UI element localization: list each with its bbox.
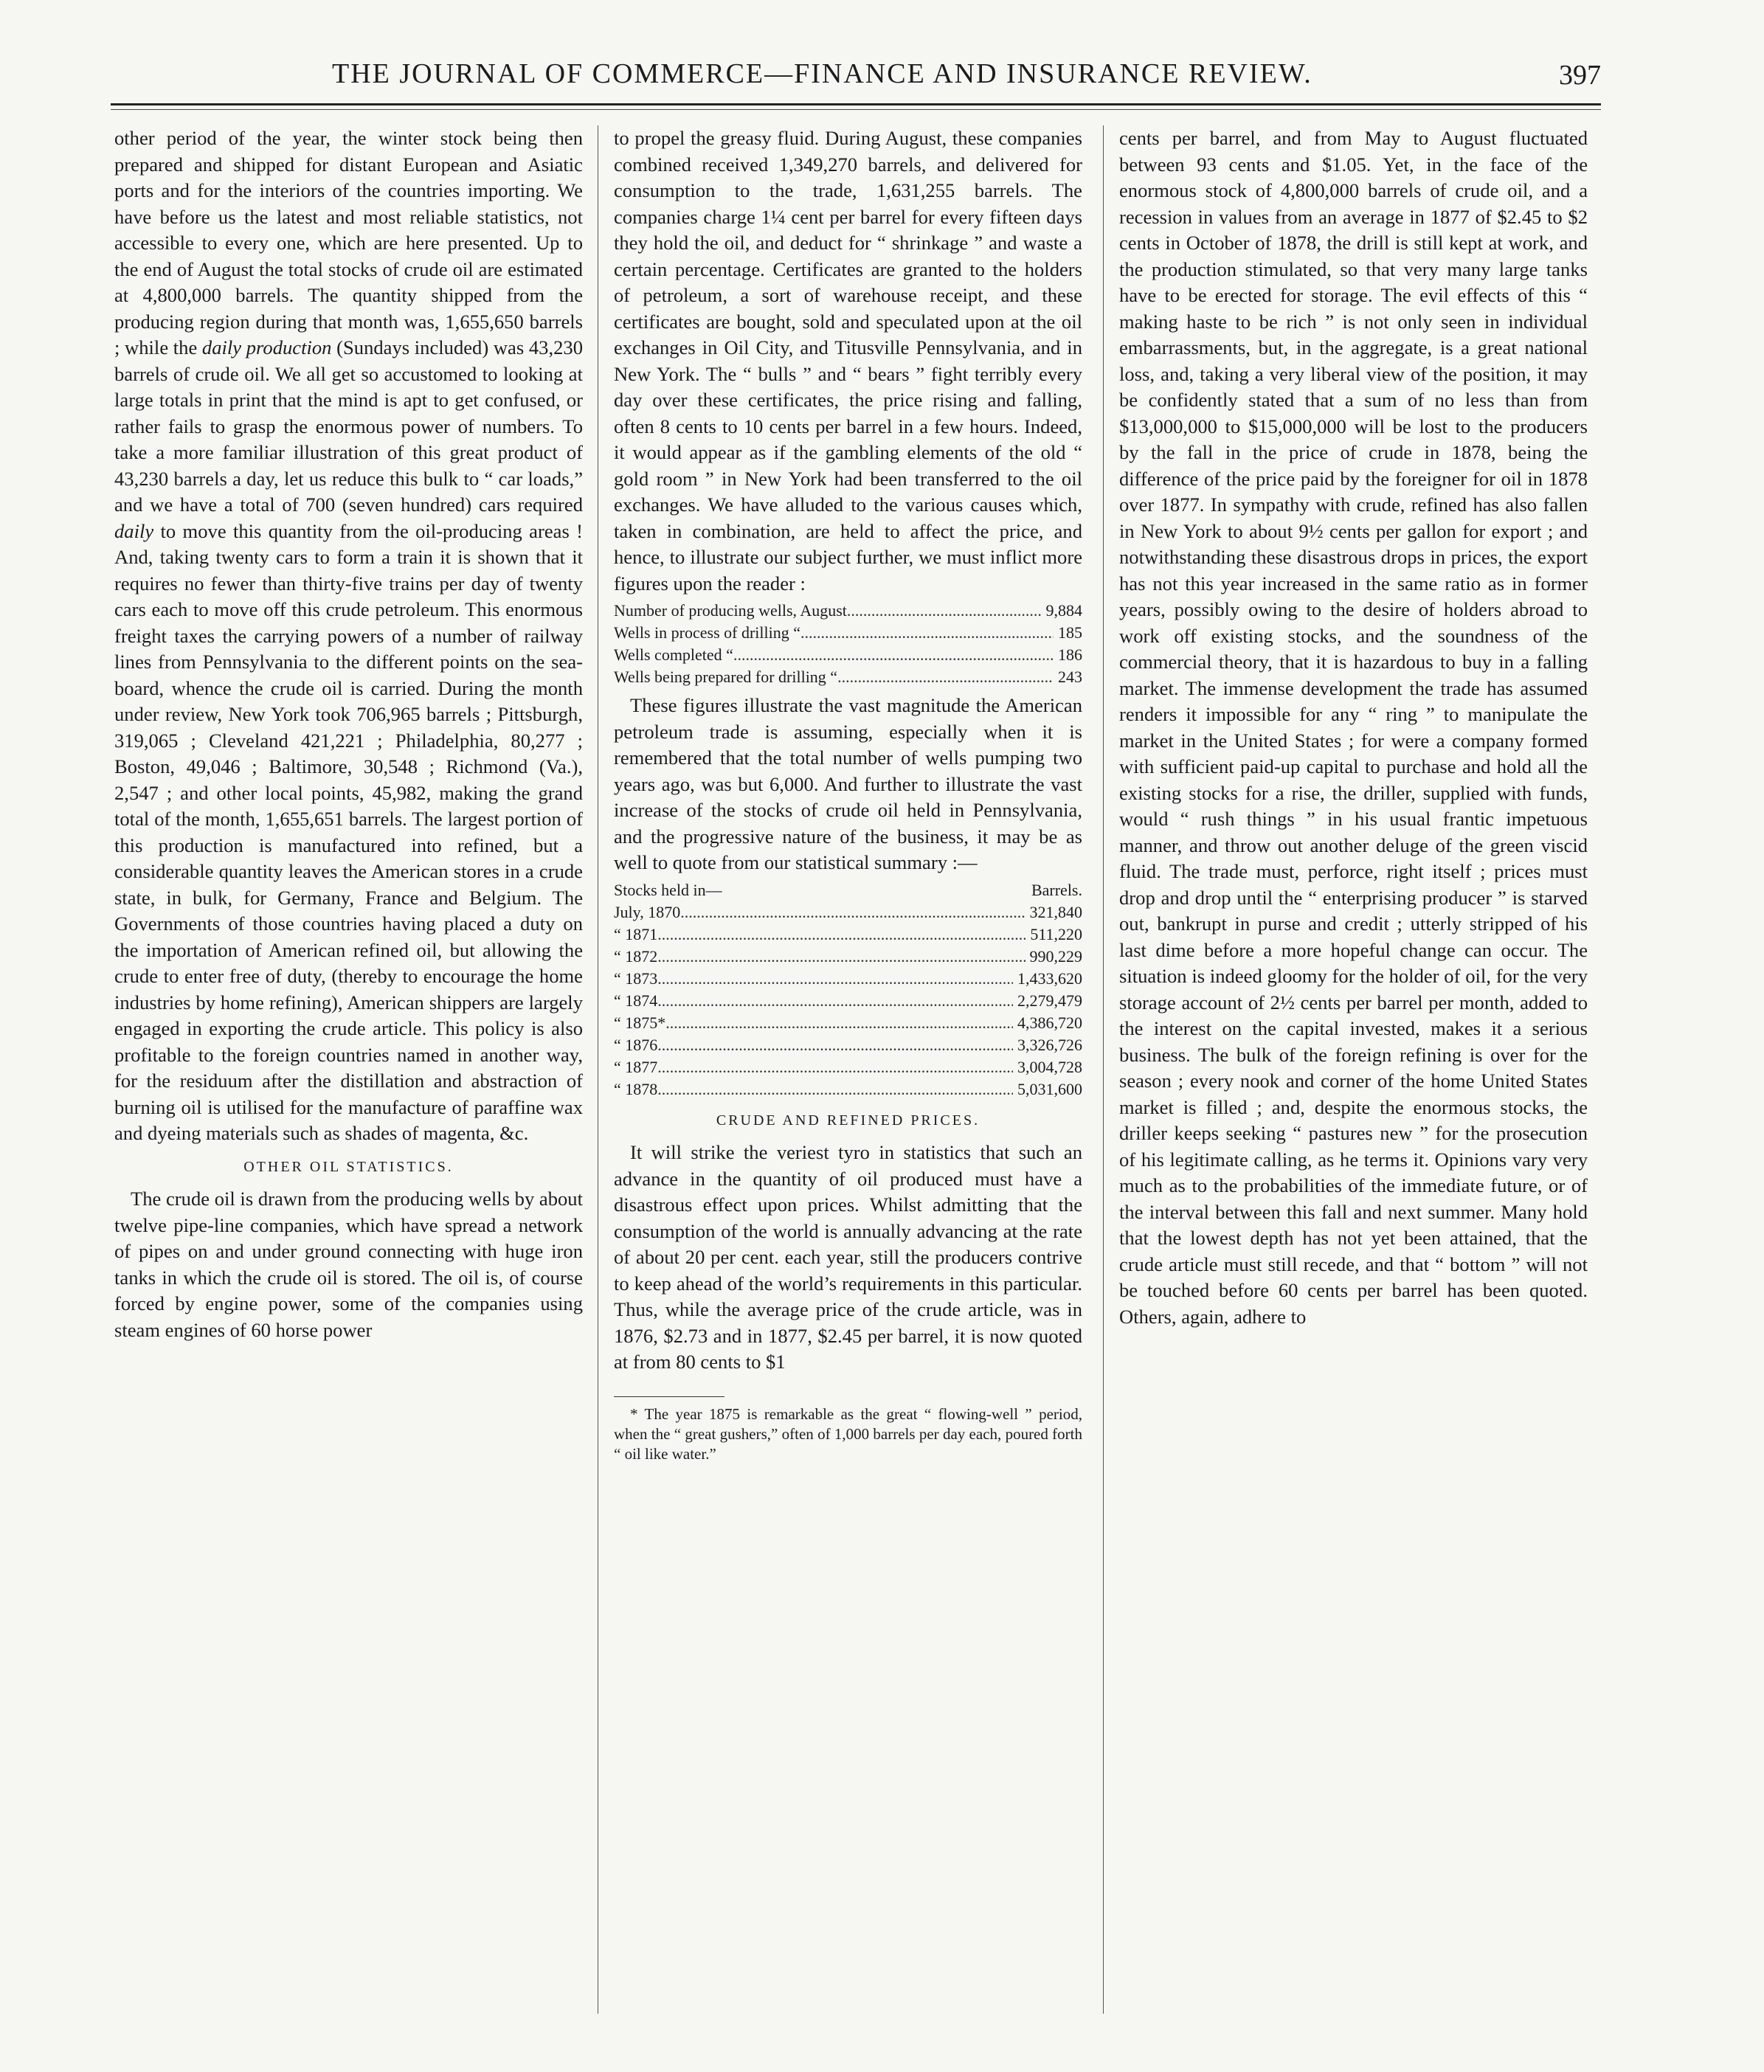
header-rule (111, 103, 1601, 105)
row-label: Number of producing wells, August (614, 601, 847, 620)
running-title: THE JOURNAL OF COMMERCE—FINANCE AND INSURANCE REVIEW. (332, 58, 1312, 89)
row-value: 5,031,600 (1017, 1079, 1082, 1098)
italic-text: daily (114, 519, 154, 542)
row-label: “ 1878 (614, 1079, 658, 1098)
table-row (614, 1034, 1082, 1056)
table-row (614, 901, 1082, 924)
row-value: 990,229 (1029, 946, 1082, 966)
row-value: 3,326,726 (1017, 1035, 1082, 1054)
column-header: Stocks held in— (614, 880, 722, 899)
paragraph: These figures illustrate the vast magnitude the American petroleum trade is assuming, especially when it is remembered that the total number of wells pumping two years ago, was but 6,000. And further to illustrate the vast increase of the stocks of crude oil held in Pennsylvania, and the progressive nature of the business, it may be as well to quote from our statistical summary :— (614, 694, 1082, 873)
row-value: 2,279,479 (1017, 991, 1082, 1010)
footnote: * The year 1875 is remarkable as the great “ flowing-well ” period, when the “ great gushers,” often of 1,000 barrels per day each, poured forth “ oil like water.” (614, 1404, 1082, 1463)
table-header (614, 879, 1082, 901)
row-value: 185 (1058, 623, 1082, 642)
wells-table (614, 600, 1082, 688)
row-label: “ 1871 (614, 924, 658, 943)
row-value: 9,884 (1045, 601, 1082, 620)
row-label: “ 1872 (614, 946, 658, 966)
table-row (614, 600, 1082, 622)
row-label: Wells being prepared for drilling “ (614, 668, 838, 686)
row-value: 4,386,720 (1017, 1013, 1082, 1032)
table-row (614, 924, 1082, 946)
paragraph: cents per barrel, and from May to August fluctuated between 93 cents and $1.05. Yet, in the face of the enormous stock of 4,800,000 barrels of crude oil, and a recession in values from an average in 1877 of $2.45 to $2 cents in October of 1878, the drill is still kept at work, and the production stimulated, so that very many large tanks have to be erected for storage. The evil effects of this “ making haste to be rich ” is not only seen in individual embarrassments, but, in the aggregate, is a great national loss, and, taking a very liberal view of the position, it may be confidently stated that a sum of no less than from $13,000,000 to $15,000,000 will be lost to the producers by the fall in the price of crude in 1878, being the difference of the price paid by the foreigner for oil in 1878 over 1877. In sympathy with crude, refined has also fallen in New York to about 9½ cents per gallon for export ; and notwithstanding these disastrous drops in prices, the export has not this year increased in the same ratio as in former years, possibly owing to the desire of holders abroad to work off existing stocks, and the soundness of the commercial theory, that it is hazardous to buy in a falling market. The immense development the trade has assumed renders it impossible for any “ ring ” to manipulate the market in the United States ; for were a company formed with sufficient paid-up capital to purchase and hold all the existing stocks for a rise, the driller, supplied with funds, would “ rush things ” in his usual frantic impetuous manner, and throw out another deluge of the green viscid fluid. The trade must, perforce, right itself ; prices must drop and drop until the “ enterprising producer ” is starved out, bankrupt in purse and credit ; utterly stripped of his last dime before a more hopeful change can occur. The situation is indeed gloomy for the holder of oil, for the very storage account of 2½ cents per barrel per month, added to the interest on the capital invested, makes it a serious business. The bulk of the foreign refining is over for the season ; every nook and corner of the home United States market is filled ; and, despite the enormous stocks, the driller keeps seeking “ pastures new ” for the prosecution of his legitimate calling, as he terms it. Opinions vary very much as to the probabilities of the immediate future, or of the interval between this fall and next summer. Many hold that the lowest depth has not yet been attained, that the crude article must still recede, and that “ bottom ” will not be touched before 60 cents per barrel has been quoted. Others, again, adhere to (1119, 127, 1588, 1328)
row-value: 511,220 (1030, 924, 1082, 943)
table-row (614, 622, 1082, 644)
column-3 (1119, 125, 1588, 2014)
stocks-table (614, 879, 1082, 1101)
paragraph: to propel the greasy fluid. During August, these companies combined received 1,349,270 barrels, and delivered for consumption to the trade, 1,631,255 barrels. The companies charge 1¼ cent per barrel for every fifteen days they hold the oil, and deduct for “ shrinkage ” and waste a certain percentage. Certificates are granted to the holders of petroleum, a sort of warehouse receipt, and these certificates are bought, sold and speculated upon at the oil exchanges in Oil City, and Titusville Pennsylvania, and in New York. The “ bulls ” and “ bears ” fight terribly every day over these certificates, the price rising and falling, often 8 cents to 10 cents per barrel in a few hours. Indeed, it would appear as if the gambling elements of the old “ gold room ” in New York had been transferred to the oil exchanges. We have alluded to the various causes which, taken in combination, are held to affect the price, and hence, to illustrate our subject further, we must inflict more figures upon the reader : (614, 127, 1082, 595)
text-run: other period of the year, the winter stock being then prepared and shipped for distant European and Asiatic ports and for the interiors of the countries importing. We have before us the latest and most reliable statistics, not accessible to every one, which are here presented. Up to the end of August the total stocks of crude oil are estimated at 4,800,000 barrels. The quantity shipped from the producing region during that month was, 1,655,650 barrels ; while the (114, 127, 583, 358)
section-heading: OTHER OIL STATISTICS. (243, 1158, 454, 1175)
table-row (614, 666, 1082, 688)
row-value: 243 (1058, 668, 1082, 686)
header-rule-thin (111, 109, 1601, 110)
page-header (111, 58, 1601, 109)
row-label: “ 1875* (614, 1013, 666, 1032)
italic-text: daily production (201, 336, 332, 358)
paragraph: The crude oil is drawn from the producing wells by about twelve pipe-line companies, which have spread a network of pipes on and under ground connecting with huge iron tanks in which the crude oil is stored. The oil is, of course forced by engine power, some of the companies using steam engines of 60 horse power (114, 1188, 583, 1341)
paragraph (114, 125, 583, 1147)
paragraph: It will strike the veriest tyro in statistics that such an advance in the quantity of oil produced must have a disastrous effect upon prices. Whilst admitting that the consumption of the world is annually advancing at the rate of about 20 per cent. each year, still the producers contrive to keep ahead of the world’s requirements in this particular. Thus, while the average price of the crude article, was in 1876, $2.73 and in 1877, $2.45 per barrel, it is now quoted at from 80 cents to $1 (614, 1141, 1082, 1373)
table-row (614, 1056, 1082, 1078)
row-label: “ 1873 (614, 969, 658, 988)
column-2 (614, 125, 1082, 2014)
table-row (614, 990, 1082, 1012)
row-label: “ 1877 (614, 1057, 658, 1076)
text-run: (Sundays included) was 43,230 barrels of crude oil. We all get so accustomed to looking at large totals in print that the mind is apt to get confused, or rather fails to grasp the enormous power of numbers. To take a more familiar illustration of this great product of 43,230 barrels a day, let us reduce this bulk to “ car loads,” and we have a total of 700 (seven hundred) cars required (114, 336, 583, 516)
table-row (614, 968, 1082, 990)
row-label: July, 1870 (614, 902, 681, 921)
page-number: 397 (1559, 60, 1601, 91)
row-value: 1,433,620 (1017, 969, 1082, 988)
row-value: 321,840 (1029, 902, 1082, 921)
row-label: “ 1874 (614, 991, 658, 1010)
text-run: to move this quantity from the oil-producing areas ! And, taking twenty cars to form a train it is shown that it requires no fewer than thirty-five trains per day of twenty cars each to move off this crude petroleum. This enormous freight taxes the carrying powers of a number of railway lines from Pennsylvania to the different points on the sea-board, whence the crude oil is carried. During the month under review, New York took 706,965 barrels ; Pittsburgh, 319,065 ; Cleveland 421,221 ; Philadelphia, 80,277 ; Boston, 49,046 ; Baltimore, 30,548 ; Richmond (Va.), 2,547 ; and other local points, 45,982, making the grand total of the month, 1,655,651 barrels. The largest portion of this production is manufactured into refined, but a considerable quantity leaves the American stores in a crude state, in bulk, for Germany, France and Belgium. The Governments of those countries having placed a duty on the importation of American refined oil, but allowing the crude to enter free of duty, (thereby to encourage the home industries by home refining), American shippers are largely engaged in exporting the crude article. This policy is also profitable to the foreign countries named in another way, for the residuum after the distillation and abstraction of burning oil is utilised for the manufacture of paraffine wax and dyeing materials such as shades of magenta, &c. (114, 519, 583, 1144)
footnote-rule (614, 1396, 724, 1397)
column-header: Barrels. (1031, 880, 1082, 899)
table-row (614, 1078, 1082, 1101)
table-row (614, 1012, 1082, 1034)
row-value: 3,004,728 (1017, 1057, 1082, 1076)
section-heading: CRUDE AND REFINED PRICES. (716, 1112, 980, 1129)
row-label: Wells in process of drilling “ (614, 623, 801, 642)
column-divider (1103, 125, 1104, 2014)
table-row (614, 644, 1082, 666)
column-1 (114, 125, 583, 2014)
table-row (614, 946, 1082, 968)
row-value: 186 (1058, 645, 1082, 664)
row-label: Wells completed “ (614, 645, 733, 664)
row-label: “ 1876 (614, 1035, 658, 1054)
